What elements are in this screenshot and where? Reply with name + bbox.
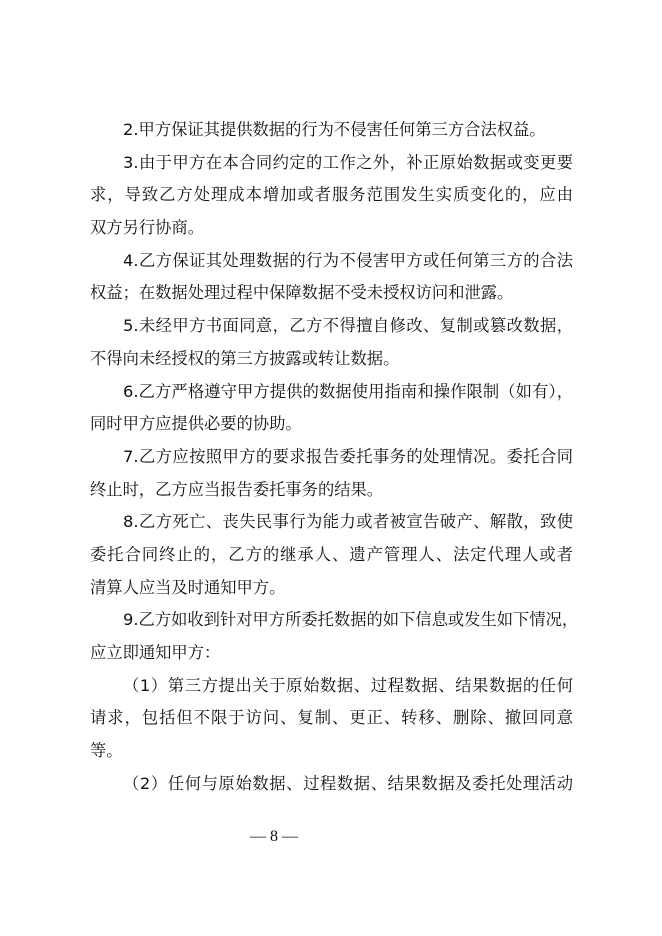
paragraph-line: 等。 (90, 741, 123, 761)
paragraph (90, 441, 573, 506)
paragraph (90, 670, 573, 768)
paragraph-line: 终止时，乙方应当报告委托事务的结果。 (90, 479, 384, 499)
document-body (90, 114, 579, 800)
paragraph-line: 双方另行协商。 (90, 218, 204, 238)
paragraph (90, 310, 573, 375)
paragraph-line: 4.乙方保证其处理数据的行为不侵害甲方或任何第三方的合法 (123, 250, 573, 270)
paragraph-line: 7.乙方应按照甲方的要求报告委托事务的处理情况。委托合同 (123, 446, 573, 466)
paragraph (90, 506, 573, 604)
paragraph-line: 请求，包括但不限于访问、复制、更正、转移、删除、撤回同意 (90, 708, 573, 728)
paragraph-line: 不得向未经授权的第三方披露或转让数据。 (90, 348, 400, 368)
paragraph (90, 604, 579, 669)
paragraph (90, 147, 573, 245)
page-number: — 8 — (250, 828, 298, 845)
paragraph-line: 5.未经甲方书面同意，乙方不得擅自修改、复制或篡改数据， (123, 316, 573, 336)
paragraph-line: 同时甲方应提供必要的协助。 (90, 414, 302, 434)
paragraph (90, 245, 573, 310)
paragraph-line: 2.甲方保证其提供数据的行为不侵害任何第三方合法权益。 (123, 120, 546, 139)
paragraph-line: 9.乙方如收到针对甲方所委托数据的如下信息或发生如下情况， (123, 610, 579, 630)
paragraph-line: 权益；在数据处理过程中保障数据不受未授权访问和泄露。 (90, 283, 514, 303)
paragraph-line: 3.由于甲方在本合同约定的工作之外，补正原始数据或变更要 (123, 152, 573, 172)
paragraph (90, 114, 573, 147)
paragraph-line: 求，导致乙方处理成本增加或者服务范围发生实质变化的，应由 (90, 185, 573, 205)
paragraph-line: 6.乙方严格遵守甲方提供的数据使用指南和操作限制（如有）， (123, 381, 573, 401)
paragraph-line: 应立即通知甲方： (90, 643, 221, 662)
paragraph (90, 768, 573, 801)
paragraph-line: （1）第三方提出关于原始数据、过程数据、结果数据的任何 (123, 675, 573, 695)
paragraph-line: （2）任何与原始数据、过程数据、结果数据及委托处理活动 (123, 773, 573, 793)
paragraph-line: 委托合同终止的，乙方的继承人、遗产管理人、法定代理人或者 (90, 544, 573, 564)
paragraph-line: 清算人应当及时通知甲方。 (90, 577, 286, 597)
paragraph-line: 8.乙方死亡、丧失民事行为能力或者被宣告破产、解散，致使 (123, 512, 573, 532)
paragraph (90, 376, 573, 441)
